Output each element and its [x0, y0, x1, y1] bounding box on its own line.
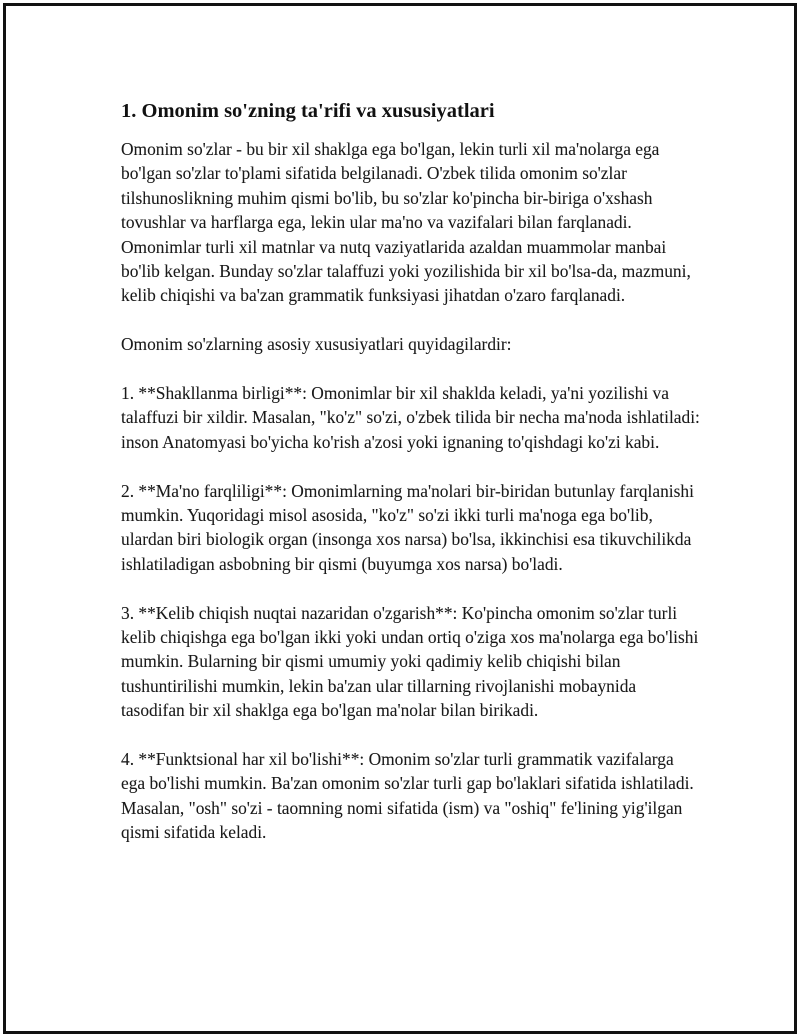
feature-paragraph-4: 4. **Funktsional har xil bo'lishi**: Omonim so'zlar turli grammatik vazifalarga ega bo'lishi mumkin. Ba'zan omonim so'zlar turli gap bo'laklari sifatida ishlatiladi. Masalan, "osh" so'zi - taomning nomi sifatida (ism) va "oshiq" fe'lining yig'ilgan qismi sifatida keladi. — [121, 749, 694, 843]
feature-paragraph-2: 2. **Ma'no farqliligi**: Omonimlarning ma'nolari bir-biridan butunlay farqlanishi mumkin. Yuqoridagi misol asosida, "ko'z" so'zi ikki turli ma'noga ega bo'lib, ulardan biri biologik organ (insonga xos narsa) bo'lsa, ikkinchisi esa tikuvchilikda ishlatiladigan asbobning bir qismi (buyumga xos narsa) bo'ladi. — [121, 480, 694, 574]
document-body — [121, 98, 701, 869]
feature-paragraph-1: 1. **Shakllanma birligi**: Omonimlar bir xil shaklda keladi, ya'ni yozilishi va talaffuzi bir xildir. Masalan, "ko'z" so'zi, o'zbek tilida bir necha ma'noda ishlatiladi: inson Anatomyasi bo'yicha ko'rish a'zosi yoki ignaning to'qishdagi ko'zi kabi. — [121, 383, 700, 452]
section-heading: 1. Omonim so'zning ta'rifi va xususiyatlari — [121, 100, 495, 122]
feature-paragraph-3: 3. **Kelib chiqish nuqtai nazaridan o'zgarish**: Ko'pincha omonim so'zlar turli kelib chiqishga ega bo'lgan ikki yoki undan ortiq o'ziga xos ma'nolarga ega bo'lishi mumkin. Bularning bir qismi umumiy yoki qadimiy kelib chiqishi bilan tushuntirilishi mumkin, lekin ba'zan ular tillarning rivojlanishi mobaynida tasodifan bir xil shaklga ega bo'lgan ma'nolar bilan birikadi. — [121, 602, 699, 721]
features-lead-paragraph: Omonim so'zlarning asosiy xususiyatlari quyidagilardir: — [121, 334, 512, 355]
page-frame — [3, 3, 797, 1034]
intro-paragraph: Omonim so'zlar - bu bir xil shaklga ega bo'lgan, lekin turli xil ma'nolarga ega bo'lgan so'zlar to'plami sifatida belgilanadi. O'zbek tilida omonim so'zlar tilshunoslikning muhim qismi bo'lib, bu so'zlar ko'pincha bir-biriga o'xshash tovushlar va harflarga ega, lekin ular ma'no va vazifalari bilan farqlanadi. Omonimlar turli xil matnlar va nutq vaziyatlarida azaldan muammolar manbai bo'lib kelgan. Bunday so'zlar talaffuzi yoki yozilishida bir xil bo'lsa-da, mazmuni, kelib chiqishi va ba'zan grammatik funksiyasi jihatdan o'zaro farqlanadi. — [121, 139, 691, 306]
